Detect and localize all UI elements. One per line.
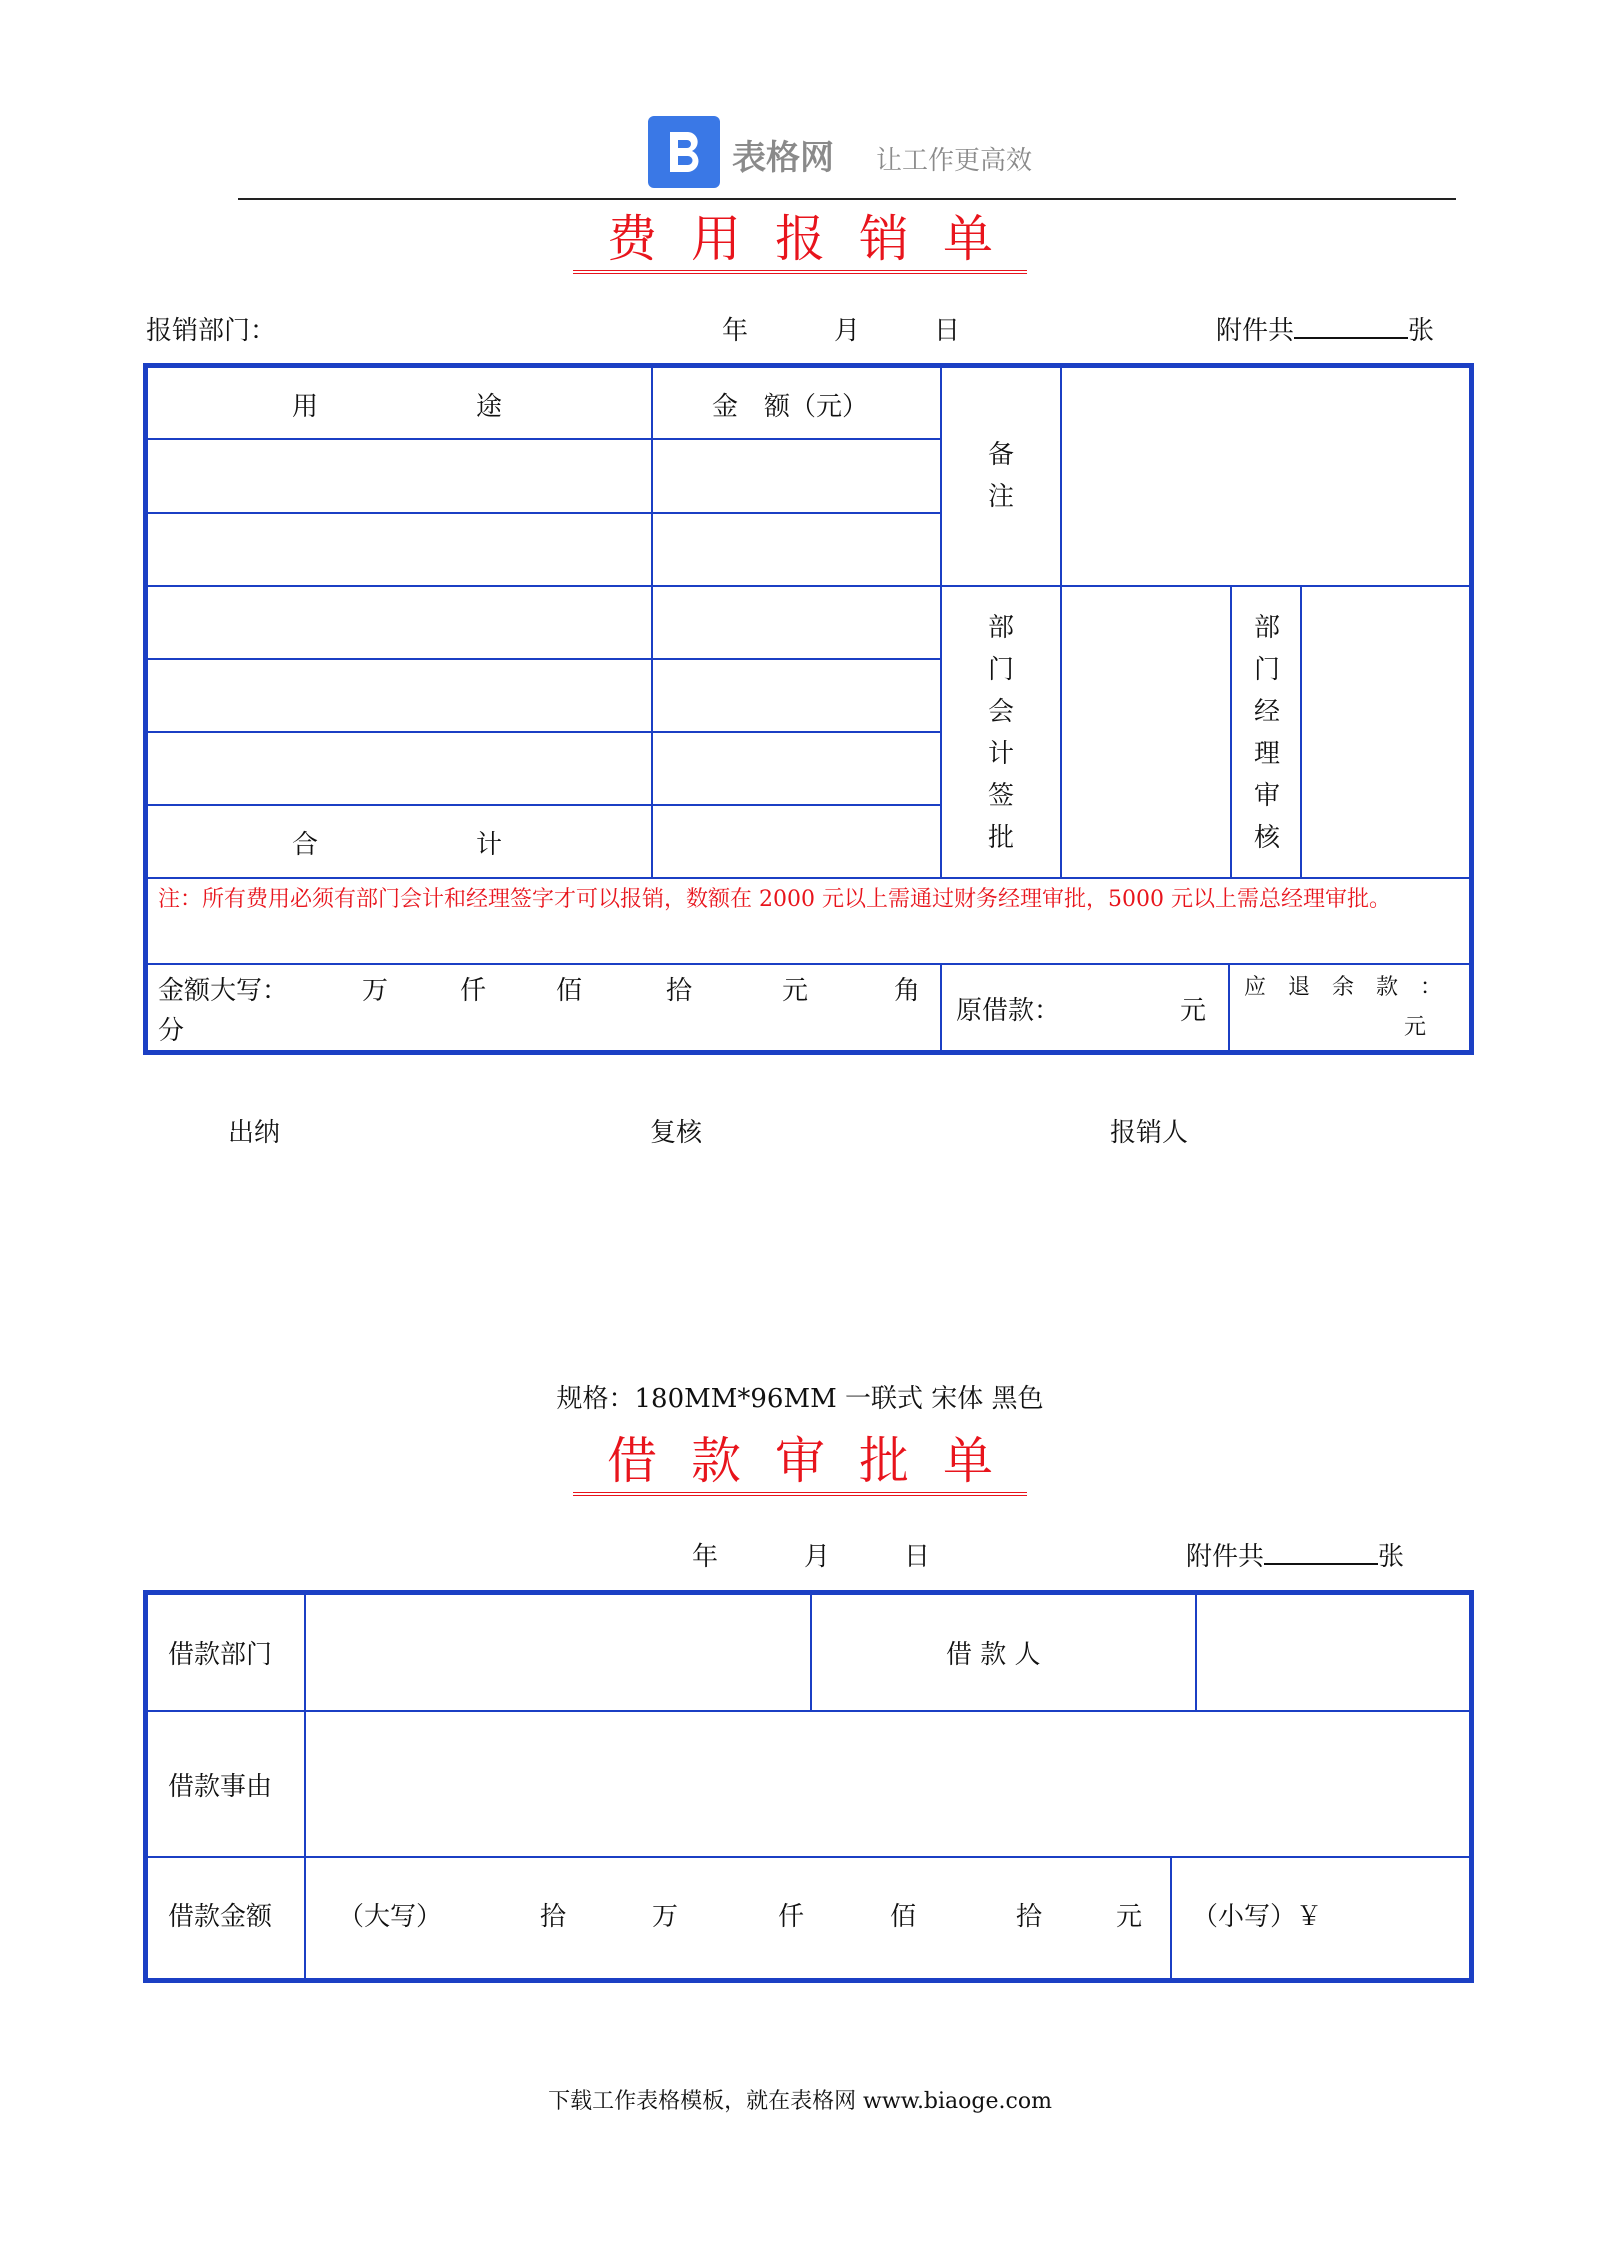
header-divider [238,198,1456,200]
purpose-cell[interactable] [148,514,650,584]
brand-logo-icon [648,116,720,188]
loan-unit-shiwan: 拾 [540,1902,567,1932]
acct-sign-cell[interactable] [1062,587,1228,875]
loan-day-label: 日 [904,1542,931,1572]
loan-attachments-field[interactable]: 附件共 张 [1186,1542,1405,1572]
brand-name: 表格网 [732,138,834,178]
spec-text: 规格：180MM*96MM 一联式 宋体 黑色 [556,1384,1044,1414]
total-label: 合 [292,830,319,860]
attachments-field[interactable]: 附件共 张 [1216,316,1435,346]
loan-small-label[interactable]: （小写）￥ [1192,1902,1323,1932]
brand-slogan: 让工作更高效 [876,146,1033,176]
purpose-header-2: 途 [476,392,503,422]
loan-amount-label: 借款金额 [168,1902,273,1932]
borrower-cell[interactable] [1197,1595,1467,1708]
loan-month-label: 月 [804,1542,831,1572]
loan-reason-cell[interactable] [306,1712,1468,1854]
unit-qian: 仟 [460,976,487,1006]
col-line [940,963,942,1052]
col-line [940,366,942,877]
col-line [651,366,653,877]
loan-reason-label: 借款事由 [168,1772,273,1802]
purpose-cell[interactable] [148,587,650,657]
remark-cell[interactable] [1062,368,1468,583]
dept-label: 报销部门： [146,316,277,346]
sig-review: 复核 [650,1118,703,1148]
purpose-cell[interactable] [148,660,650,730]
unit-shi: 拾 [666,976,693,1006]
col-line [1228,963,1230,1052]
total-amount-cell[interactable] [654,806,939,876]
refund-label: 应 退 余 款 ： [1244,975,1443,1000]
dept-mgr-label: 部门经理审核 [1253,613,1280,853]
row-line [146,963,1471,965]
orig-loan-yuan: 元 [1180,996,1207,1026]
amount-cell[interactable] [654,733,939,803]
year-label: 年 [722,316,749,346]
sig-claimant: 报销人 [1110,1118,1189,1148]
expense-title: 费用报销单 [0,210,1600,274]
purpose-cell[interactable] [148,440,650,510]
col-line [1230,585,1232,877]
row-line [146,877,1471,879]
sig-cashier: 出纳 [228,1118,281,1148]
day-label: 日 [934,316,961,346]
amount-cell[interactable] [654,587,939,657]
mgr-sign-cell[interactable] [1302,587,1468,875]
loan-unit-shi: 拾 [1016,1902,1043,1932]
amount-caps-label: 金额大写： [158,976,289,1006]
unit-fen: 分 [158,1016,185,1046]
purpose-cell[interactable] [148,733,650,803]
loan-dept-label: 借款部门 [168,1640,273,1670]
row-line [146,1856,1471,1858]
loan-title: 借款审批单 [0,1432,1600,1496]
col-line [1170,1856,1172,1980]
amount-cell[interactable] [654,514,939,584]
loan-unit-bai: 佰 [890,1902,917,1932]
unit-wan: 万 [362,976,389,1006]
loan-unit-yuan: 元 [1116,1902,1143,1932]
col-line [810,1593,812,1710]
unit-bai: 佰 [556,976,583,1006]
remark-label: 备注 [987,440,1014,512]
loan-caps-label: （大写） [338,1902,443,1932]
loan-unit-wan: 万 [652,1902,679,1932]
loan-unit-qian: 仟 [778,1902,805,1932]
orig-loan-label: 原借款： [956,996,1061,1026]
dept-acct-label: 部门会计签批 [987,613,1014,853]
total-label-2: 计 [476,830,503,860]
loan-year-label: 年 [692,1542,719,1572]
amount-cell[interactable] [654,660,939,730]
amount-header: 金 额（元） [712,392,869,422]
amount-cell[interactable] [654,440,939,510]
loan-dept-cell[interactable] [306,1595,808,1708]
borrower-label: 借 款 人 [946,1640,1041,1670]
month-label: 月 [834,316,861,346]
refund-yuan: 元 [1404,1015,1427,1040]
expense-note: 注：所有费用必须有部门会计和经理签字才可以报销，数额在 2000 元以上需通过财务经理审批，5000 元以上需总经理审批。 [158,887,1391,912]
unit-jiao: 角 [894,976,921,1006]
purpose-header: 用 [292,392,319,422]
unit-yuan: 元 [782,976,809,1006]
footer-text: 下载工作表格模板，就在表格网 www.biaoge.com [548,2089,1052,2114]
